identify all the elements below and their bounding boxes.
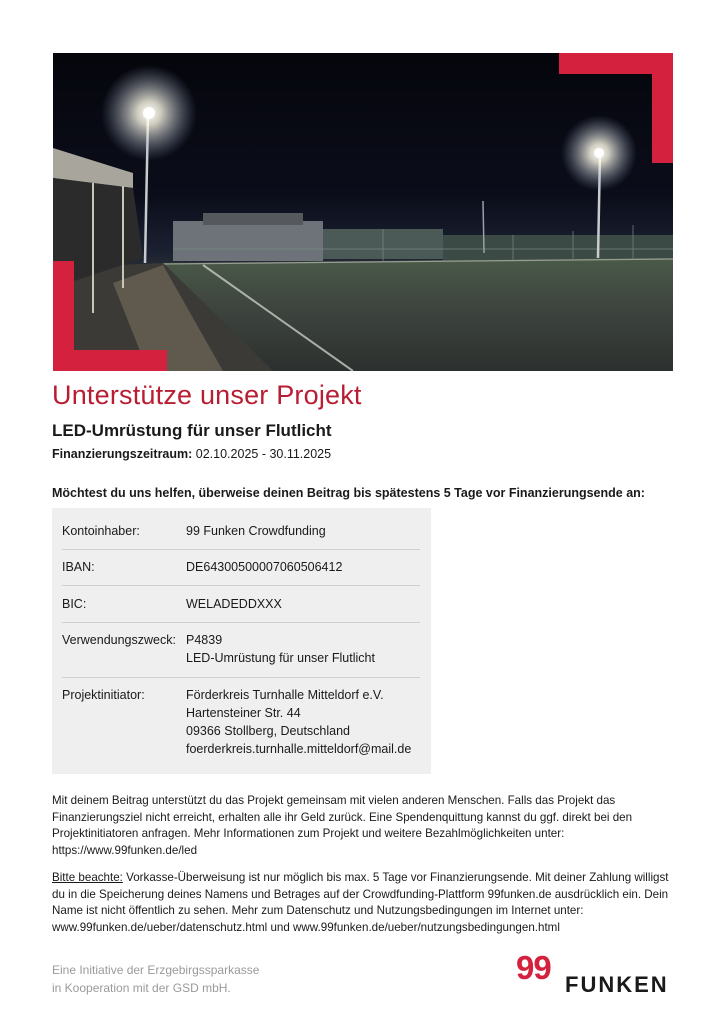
initiator-city: 09366 Stollberg, Deutschland — [186, 724, 351, 738]
logo-number: 99 — [516, 949, 551, 986]
initiator-email: foerderkreis.turnhalle.mitteldorf@mail.de — [186, 742, 412, 756]
footer-line-1: Eine Initiative der Erzgebirgssparkasse — [52, 963, 260, 977]
bank-row-label: Projektinitiator: — [62, 688, 145, 702]
bank-row-label: BIC: — [62, 597, 87, 611]
funding-period-label: Finanzierungszeitraum: — [52, 447, 193, 461]
page-title: Unterstütze unser Projekt — [52, 380, 362, 410]
bank-row-value — [186, 631, 426, 667]
divider — [62, 622, 420, 623]
bank-row-label: IBAN: — [62, 560, 95, 574]
bank-row-label: Kontoinhaber: — [62, 524, 140, 538]
initiator-name: Förderkreis Turnhalle Mitteldorf e.V. — [186, 688, 384, 702]
project-title: LED-Umrüstung für unser Flutlicht — [52, 421, 332, 440]
divider — [62, 677, 420, 678]
info-paragraph: Mit deinem Beitrag unterstützt du das Projekt gemeinsam mit vielen anderen Menschen. Falls das Projekt das Finanzierungsziel nicht erreicht, erhalten alle ihr Geld zurück. Eine Spendenquittung kannst du ggf. direkt bei den Projektinitiatoren anfragen. Mehr Informationen zum Projekt und weitere Bezahlmöglichkeiten unter: https://www.99funken.de/led — [52, 794, 633, 857]
bank-row-value — [186, 686, 426, 758]
corner-accent-bottom-left-vertical — [53, 261, 74, 371]
logo-word: FUNKEN — [565, 972, 669, 997]
bic-value: WELADEDDXXX — [186, 597, 282, 611]
transfer-instruction: Möchtest du uns helfen, überweise deinen Beitrag bis spätestens 5 Tage vor Finanzierungsende an: — [52, 486, 645, 500]
divider — [62, 585, 420, 586]
funding-period — [52, 447, 331, 461]
footer-line-2: in Kooperation mit der GSD mbH. — [52, 981, 231, 995]
corner-accent-top-right-vertical — [652, 53, 673, 163]
funding-period-value: 02.10.2025 - 30.11.2025 — [195, 447, 332, 461]
bank-row-value — [186, 522, 426, 540]
divider — [62, 549, 420, 550]
bank-details-panel — [52, 508, 431, 774]
hero-photo — [53, 53, 673, 371]
reference-code: P4839 — [186, 633, 223, 647]
bank-row-value — [186, 595, 426, 613]
bank-row-value — [186, 558, 426, 576]
floodlit-field-image — [53, 53, 673, 371]
notice-paragraph — [52, 870, 672, 936]
notice-text: Vorkasse-Überweisung ist nur möglich bis max. 5 Tage vor Finanzierungsende. Mit deiner Zahlung willigst du in die Speicherung deines Namens und Betrages auf der Crowdfunding-Plattform 99funken.de ausdrücklich ein. Dein Name ist nicht öffentlich zu sehen. Mehr zum Datenschutz und Nutzungsbedingungen im Internet unter: www.99funken.de/ueber/datenschutz.html und www.99funken.de/ueber/nutzungsbedingungen.html — [52, 871, 669, 934]
reference-text: LED-Umrüstung für unser Flutlicht — [186, 651, 375, 665]
account-holder-value: 99 Funken Crowdfunding — [186, 524, 326, 538]
iban-value: DE64300500007060506412 — [186, 560, 343, 574]
footer-initiative — [52, 961, 259, 997]
notice-label: Bitte beachte: — [52, 871, 123, 884]
bank-row-label: Verwendungszweck: — [62, 633, 176, 647]
funken-logo — [516, 950, 672, 1000]
initiator-street: Hartensteiner Str. 44 — [186, 706, 301, 720]
